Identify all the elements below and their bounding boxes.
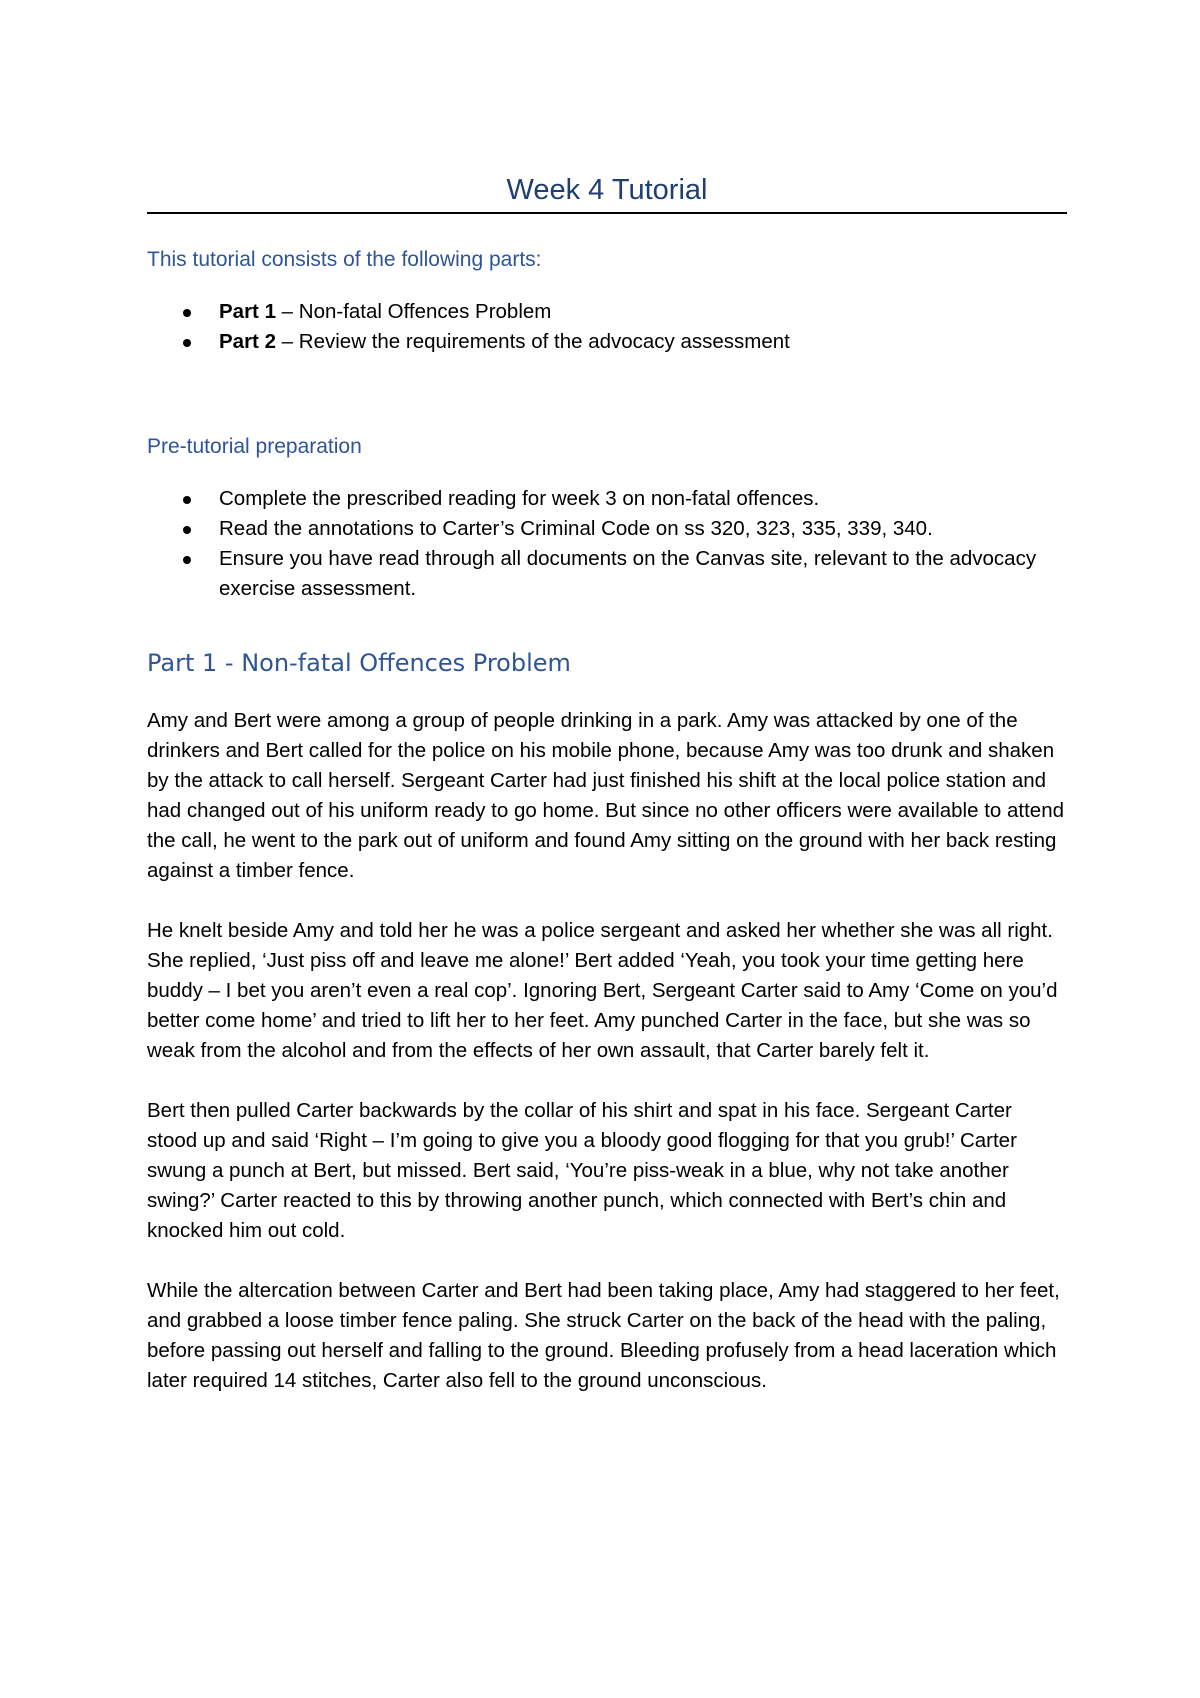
bullet-icon — [183, 496, 191, 504]
prep-item-text: Ensure you have read through all documents on the Canvas site, relevant to the advocacy exercise assessment. — [219, 547, 1037, 601]
list-item — [147, 327, 1067, 357]
bullet-icon — [183, 556, 191, 564]
part-text: – Non-fatal Offences Problem — [275, 300, 552, 324]
list-item — [147, 297, 1067, 327]
parts-list — [147, 297, 1067, 357]
prep-item-text: Read the annotations to Carter’s Criminal Code on ss 320, 323, 335, 339, 340. — [219, 517, 933, 541]
problem-paragraph: He knelt beside Amy and told her he was a police sergeant and asked her whether she was all right. She replied, ‘Just piss off and leave me alone!’ Bert added ‘Yeah, you took your time getting here buddy – I bet you aren’t even a real cop’. Ignoring Bert, Sergeant Carter said to Amy ‘Come on you’d better come home’ and tried to lift her to her feet. Amy punched Carter in the face, but she was so weak from the alcohol and from the effects of her own assault, that Carter barely felt it. — [147, 918, 1058, 1062]
document-content — [147, 173, 1067, 1396]
problem-paragraph: Bert then pulled Carter backwards by the collar of his shirt and spat in his face. Sergeant Carter stood up and said ‘Right – I’m going to give you a bloody good flogging for that you grub!’ Carter swung a punch at Bert, but missed. Bert said, ‘You’re piss-weak in a blue, why not take another swing?’ Carter reacted to this by throwing another punch, which connected with Bert’s chin and knocked him out cold. — [147, 1098, 1017, 1242]
part1-heading: Part 1 - Non-fatal Offences Problem — [147, 649, 571, 678]
bullet-icon — [183, 309, 191, 317]
list-item — [147, 484, 1067, 514]
list-item — [147, 544, 1067, 604]
problem-paragraph: Amy and Bert were among a group of people drinking in a park. Amy was attacked by one of the drinkers and Bert called for the police on his mobile phone, because Amy was too drunk and shaken by the attack to call herself. Sergeant Carter had just finished his shift at the local police station and had changed out of his uniform ready to go home. But since no other officers were available to attend the call, he went to the park out of uniform and found Amy sitting on the ground with her back resting against a timber fence. — [147, 708, 1064, 882]
part-label: Part 1 — [219, 300, 276, 324]
prep-heading: Pre-tutorial preparation — [147, 435, 362, 459]
part-text: – Review the requirements of the advocacy assessment — [275, 330, 790, 354]
part-label: Part 2 — [219, 330, 276, 354]
document-title: Week 4 Tutorial — [147, 173, 1067, 214]
prep-item-text: Complete the prescribed reading for week 3 on non-fatal offences. — [219, 487, 820, 511]
bullet-icon — [183, 526, 191, 534]
list-item — [147, 514, 1067, 544]
bullet-icon — [183, 339, 191, 347]
problem-paragraph: While the altercation between Carter and Bert had been taking place, Amy had staggered to her feet, and grabbed a loose timber fence paling. She struck Carter on the back of the head with the paling, before passing out herself and falling to the ground. Bleeding profusely from a head laceration which later required 14 stitches, Carter also fell to the ground unconscious. — [147, 1278, 1060, 1392]
intro-heading: This tutorial consists of the following parts: — [147, 247, 542, 271]
prep-list — [147, 484, 1067, 604]
